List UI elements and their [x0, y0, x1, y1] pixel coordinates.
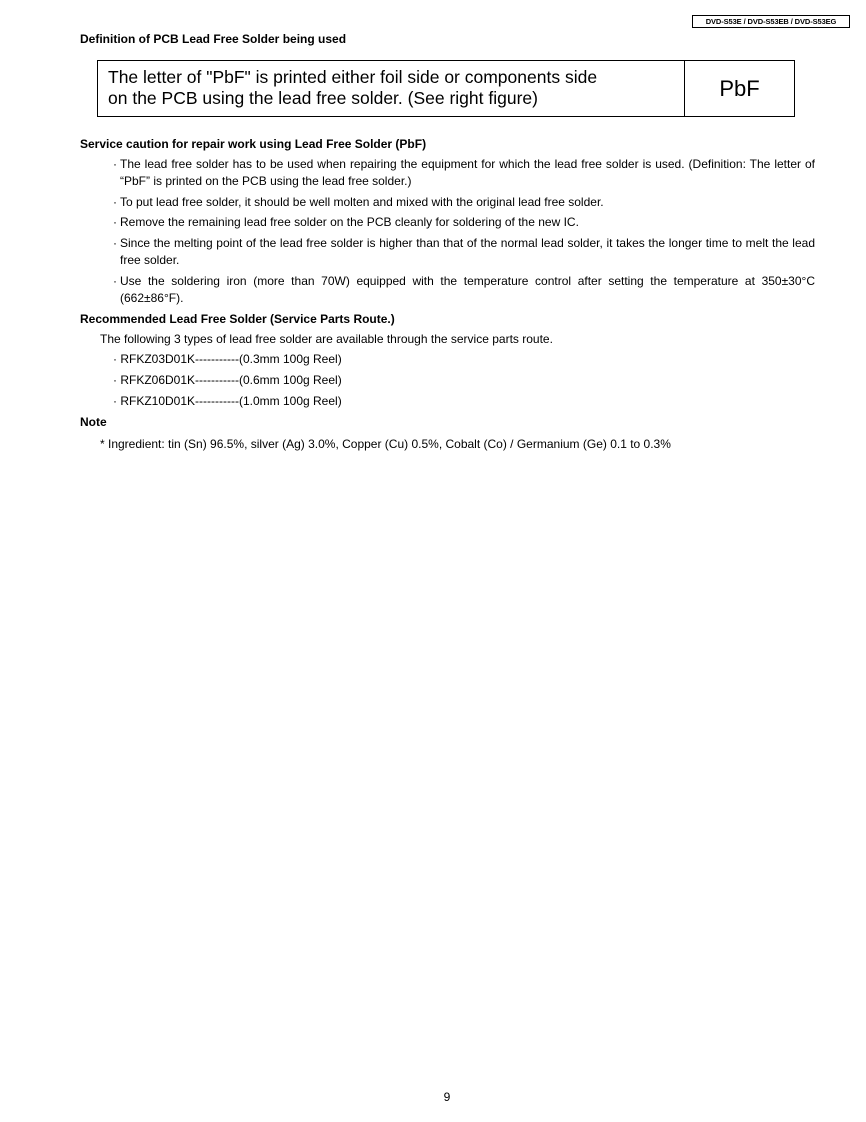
recommended-intro: The following 3 types of lead free solder are available through the service parts route. [100, 332, 553, 346]
bullet-dot: · [113, 236, 117, 250]
page-title: Definition of PCB Lead Free Solder being used [80, 32, 347, 46]
bullet-dot: · [113, 157, 117, 171]
bullet-dot: · [113, 195, 117, 209]
recommended-solder-heading: Recommended Lead Free Solder (Service Parts Route.) [80, 312, 395, 326]
page-number: 9 [443, 1090, 451, 1104]
definition-text [98, 61, 685, 116]
caution-item [113, 194, 815, 211]
part-list-item: · RFKZ06D01K-----------(0.6mm 100g Reel) [113, 373, 342, 387]
definition-box [97, 60, 795, 117]
definition-text-line-1: The letter of "PbF" is printed either foil side or components side [108, 67, 598, 87]
definition-text-line-2: on the PCB using the lead free solder. (See right figure) [108, 88, 538, 108]
note-text: * Ingredient: tin (Sn) 96.5%, silver (Ag) 3.0%, Copper (Cu) 0.5%, Cobalt (Co) / Germanium (Ge) 0.1 to 0.3% [100, 437, 671, 451]
service-caution-heading: Service caution for repair work using Lead Free Solder (PbF) [80, 137, 427, 151]
part-list-item: · RFKZ03D01K-----------(0.3mm 100g Reel) [113, 352, 342, 366]
note-heading: Note [80, 415, 107, 429]
pbf-mark: PbF [719, 75, 760, 101]
caution-item-text: The lead free solder has to be used when repairing the equipment for which the lead free solder is used. (Definition: The letter of “PbF” is printed on the PCB using the lead free solder.) [120, 157, 815, 188]
caution-item-text: Remove the remaining lead free solder on the PCB cleanly for soldering of the new IC. [120, 215, 579, 229]
part-list-item: · RFKZ10D01K-----------(1.0mm 100g Reel) [113, 394, 342, 408]
caution-item [113, 156, 815, 190]
caution-item-text: Use the soldering iron (more than 70W) equipped with the temperature control after setting the temperature at 350±30°C (662±86°F). [120, 274, 815, 305]
bullet-dot: · [113, 274, 117, 288]
caution-item-text: Since the melting point of the lead free solder is higher than that of the normal lead solder, it takes the longer time to melt the lead free solder. [120, 236, 815, 267]
caution-item [113, 235, 815, 269]
caution-item-text: To put lead free solder, it should be well molten and mixed with the original lead free solder. [120, 195, 604, 209]
model-numbers-tag: DVD-S53E / DVD-S53EB / DVD-S53EG [692, 15, 850, 28]
caution-item [113, 214, 815, 231]
caution-item [113, 273, 815, 307]
bullet-dot: · [113, 215, 117, 229]
